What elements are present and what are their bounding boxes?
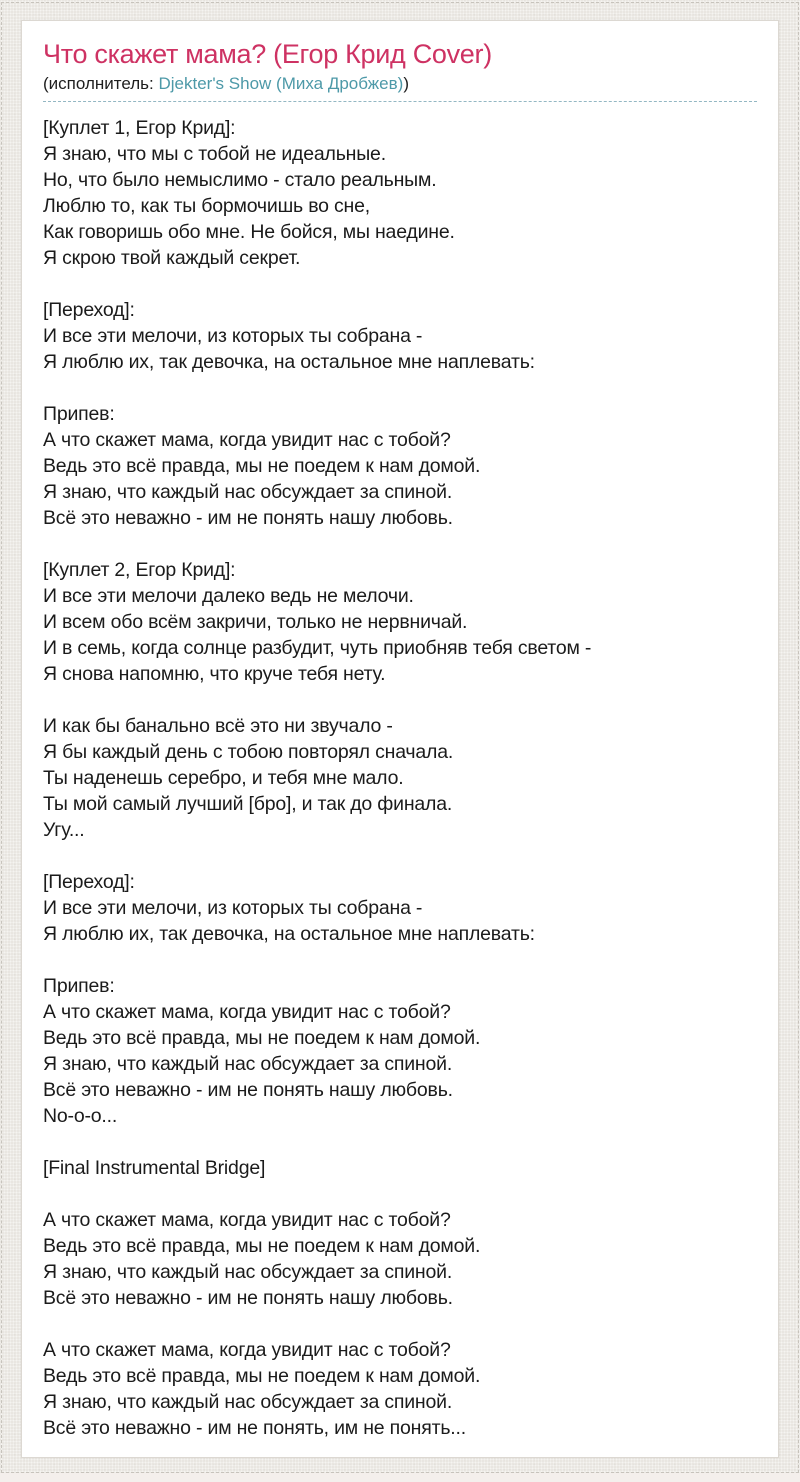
artist-label-suffix: ) [403, 74, 409, 93]
lyric-line: Я знаю, что каждый нас обсуждает за спиной. [43, 1053, 453, 1075]
lyric-line: Я снова напомню, что круче тебя нету. [43, 663, 386, 685]
stanza [43, 557, 757, 687]
lyric-line: А что скажет мама, когда увидит нас с тобой? [43, 1209, 451, 1231]
lyric-line: И все эти мелочи далеко ведь не мелочи. [43, 585, 414, 607]
stanza [43, 869, 757, 947]
lyric-line: Я знаю, что мы с тобой не идеальные. [43, 143, 386, 165]
stanza [43, 297, 757, 375]
artist-line [43, 73, 757, 102]
lyric-line: И всем обо всём закричи, только не нервничай. [43, 611, 468, 633]
lyric-line: Ты наденешь серебро, и тебя мне мало. [43, 767, 404, 789]
lyric-line: Ведь это всё правда, мы не поедем к нам домой. [43, 1027, 481, 1049]
lyric-line: А что скажет мама, когда увидит нас с тобой? [43, 429, 451, 451]
lyric-line: И как бы банально всё это ни звучало - [43, 715, 393, 737]
lyric-line: Всё это неважно - им не понять, им не понять... [43, 1417, 466, 1439]
lyric-line: И все эти мелочи, из которых ты собрана - [43, 897, 423, 919]
lyric-line: Как говоришь обо мне. Не бойся, мы наедине. [43, 221, 455, 243]
lyric-line: Я знаю, что каждый нас обсуждает за спиной. [43, 1391, 453, 1413]
footer-strip [0, 1473, 800, 1482]
lyric-line: [Куплет 2, Егор Крид]: [43, 559, 236, 581]
song-title: Что скажет мама? (Егор Крид Cover) [43, 39, 492, 69]
lyric-line: [Переход]: [43, 871, 135, 893]
lyric-line: Угу... [43, 819, 85, 841]
lyric-line: No-o-o... [43, 1105, 118, 1127]
lyric-line: [Final Instrumental Bridge] [43, 1157, 266, 1179]
lyric-line: Я знаю, что каждый нас обсуждает за спиной. [43, 481, 453, 503]
lyrics-text [43, 115, 757, 1441]
stanza [43, 401, 757, 531]
lyric-line: Припев: [43, 403, 115, 425]
stanza [43, 1337, 757, 1441]
stanza [43, 973, 757, 1129]
lyric-line: Но, что было немыслимо - стало реальным. [43, 169, 437, 191]
stanza [43, 1207, 757, 1311]
lyric-line: Ведь это всё правда, мы не поедем к нам домой. [43, 1365, 481, 1387]
lyric-line: Всё это неважно - им не понять нашу любовь. [43, 1287, 453, 1309]
stanza [43, 115, 757, 271]
lyric-line: Я люблю их, так девочка, на остальное мне наплевать: [43, 351, 535, 373]
lyric-line: Я скрою твой каждый секрет. [43, 247, 301, 269]
lyric-line: Всё это неважно - им не понять нашу любовь. [43, 1079, 453, 1101]
lyric-line: Припев: [43, 975, 115, 997]
lyric-line: Ведь это всё правда, мы не поедем к нам домой. [43, 455, 481, 477]
lyrics-card [21, 20, 779, 1458]
stanza [43, 713, 757, 843]
artist-label-prefix: (исполнитель: [43, 74, 159, 93]
lyric-line: Я люблю их, так девочка, на остальное мне наплевать: [43, 923, 535, 945]
lyric-line: А что скажет мама, когда увидит нас с тобой? [43, 1001, 451, 1023]
stanza [43, 1155, 757, 1181]
lyric-line: И все эти мелочи, из которых ты собрана - [43, 325, 423, 347]
lyric-line: Я знаю, что каждый нас обсуждает за спиной. [43, 1261, 453, 1283]
artist-link[interactable]: Djekter's Show (Миха Дробжев) [158, 74, 404, 93]
lyric-line: Я бы каждый день с тобою повторял сначала. [43, 741, 454, 763]
lyric-line: А что скажет мама, когда увидит нас с тобой? [43, 1339, 451, 1361]
lyric-line: Ведь это всё правда, мы не поедем к нам домой. [43, 1235, 481, 1257]
lyric-line: И в семь, когда солнце разбудит, чуть приобняв тебя светом - [43, 637, 592, 659]
lyric-line: Ты мой самый лучший [бро], и так до финала. [43, 793, 453, 815]
lyric-line: Всё это неважно - им не понять нашу любовь. [43, 507, 453, 529]
lyric-line: Люблю то, как ты бормочишь во сне, [43, 195, 370, 217]
lyric-line: [Переход]: [43, 299, 135, 321]
lyric-line: [Куплет 1, Егор Крид]: [43, 117, 236, 139]
